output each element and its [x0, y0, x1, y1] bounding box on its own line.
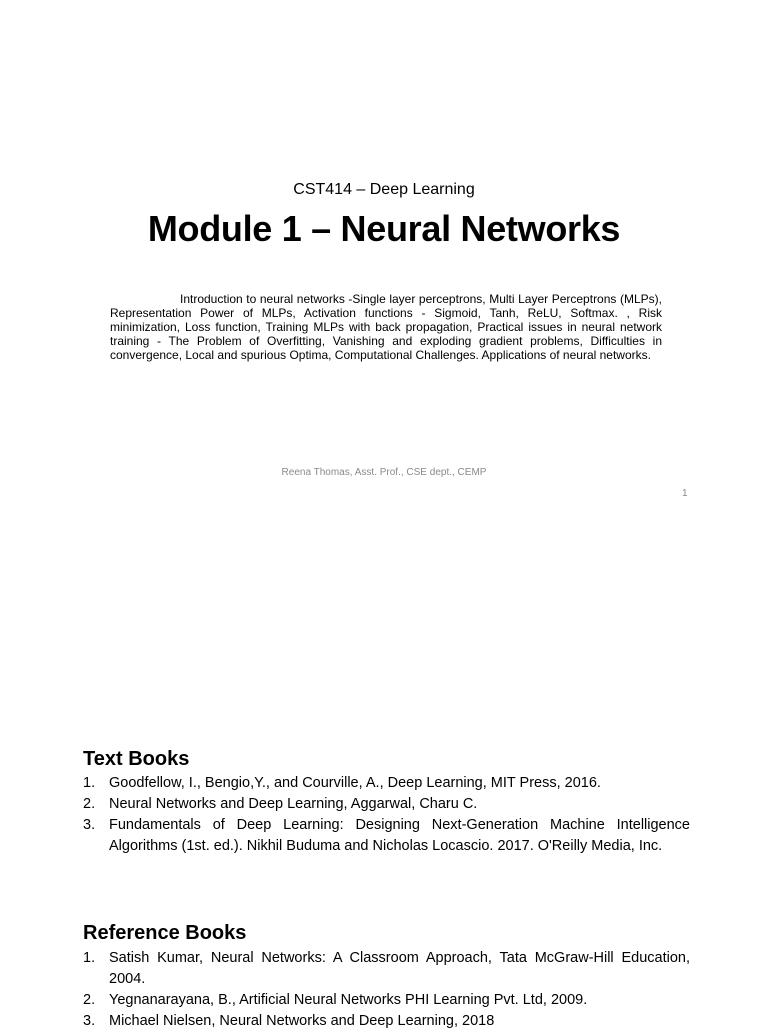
reference-books-heading: Reference Books	[83, 922, 247, 944]
list-number: 1.	[83, 950, 96, 966]
books-slide	[0, 512, 768, 1029]
list-item	[83, 773, 690, 794]
book-citation: Goodfellow, I., Bengio,Y., and Courville, A., Deep Learning, MIT Press, 2016.	[109, 775, 601, 791]
text-books-list	[83, 773, 690, 857]
list-item	[83, 990, 690, 1011]
list-item	[83, 1011, 690, 1032]
list-item	[83, 815, 690, 857]
list-number: 2.	[83, 796, 96, 812]
book-citation: Fundamentals of Deep Learning: Designing Next-Generation Machine Intelligence Algorithms (1st. ed.). Nikhil Buduma and Nicholas Locascio. 2017. O'Reilly Media, Inc.	[109, 817, 690, 854]
module-title: Module 1 – Neural Networks	[147, 208, 621, 249]
list-number: 3.	[83, 1013, 96, 1029]
list-number: 1.	[83, 775, 96, 791]
course-code: CST414 – Deep Learning	[293, 181, 475, 198]
page-number: 1	[682, 488, 688, 499]
book-citation: Neural Networks and Deep Learning, Aggarwal, Charu C.	[109, 796, 478, 812]
list-number: 3.	[83, 817, 96, 833]
list-item	[83, 794, 690, 815]
book-citation: Satish Kumar, Neural Networks: A Classroom Approach, Tata McGraw-Hill Education, 2004.	[109, 950, 690, 987]
text-books-heading: Text Books	[83, 748, 190, 770]
list-number: 2.	[83, 992, 96, 1008]
book-citation: Michael Nielsen, Neural Networks and Deep Learning, 2018	[109, 1013, 495, 1029]
author-footer: Reena Thomas, Asst. Prof., CSE dept., CEMP	[281, 467, 487, 478]
syllabus-paragraph: Introduction to neural networks -Single layer perceptrons, Multi Layer Perceptrons (MLPs), Representation Power of MLPs, Activation functions - Sigmoid, Tanh, ReLU, Softmax. , Risk minimization, Loss function, Training MLPs with back propagation, Practical issues in neural network training - The Problem of Overfitting, Vanishing and exploding gradient problems, Difficulties in convergence, Local and spurious Optima, Computational Challenges. Applications of neural networks.	[110, 292, 662, 362]
reference-books-list	[83, 948, 690, 1032]
book-citation: Yegnanarayana, B., Artificial Neural Networks PHI Learning Pvt. Ltd, 2009.	[109, 992, 588, 1008]
title-slide	[0, 0, 768, 512]
list-item	[83, 948, 690, 990]
